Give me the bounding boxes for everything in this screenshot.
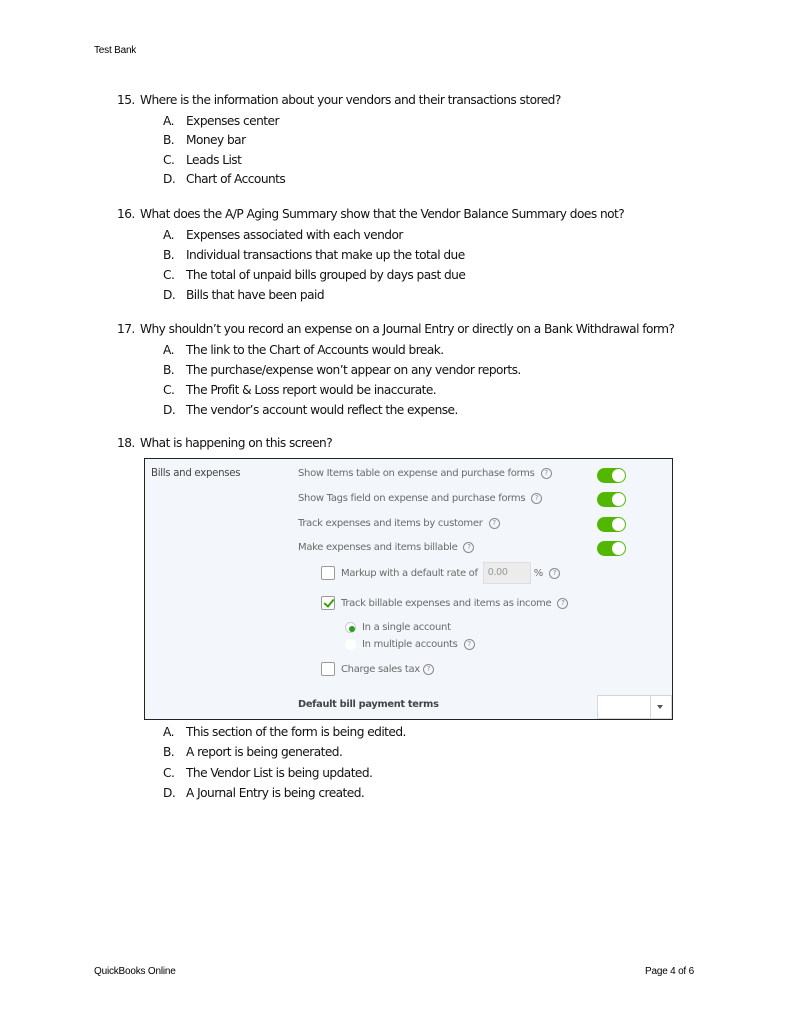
toggle-track-by-customer[interactable] [597, 517, 626, 532]
option [163, 363, 521, 377]
option-text: A Journal Entry is being created. [186, 786, 365, 800]
option-letter: B. [163, 133, 175, 147]
sales-tax-label: Charge sales tax [341, 663, 420, 675]
setting-label: Show Tags field on expense and purchase forms [298, 493, 526, 504]
option [163, 153, 241, 167]
help-icon[interactable]: ? [489, 518, 500, 529]
option-text: The vendor’s account would reflect the expense. [186, 403, 458, 417]
question-number: 16. [117, 207, 135, 221]
payment-terms-label: Default bill payment terms [298, 699, 439, 710]
help-icon[interactable]: ? [541, 468, 552, 479]
help-icon[interactable]: ? [463, 542, 474, 553]
toggle-billable[interactable] [597, 541, 626, 556]
track-income-label: Track billable expenses and items as income [341, 597, 552, 609]
radio-single-account[interactable] [345, 622, 451, 633]
option-letter: D. [163, 786, 176, 800]
option [163, 403, 458, 417]
option-text: The link to the Chart of Accounts would break. [186, 343, 444, 357]
track-income-checkbox[interactable] [321, 596, 335, 610]
setting-label: Show Items table on expense and purchase forms [298, 468, 535, 479]
option-letter: A. [163, 725, 174, 739]
help-icon[interactable]: ? [531, 493, 542, 504]
option-letter: A. [163, 114, 174, 128]
toggle-tags-field[interactable] [597, 492, 626, 507]
question-text: What is happening on this screen? [140, 436, 333, 450]
toggle-knob [612, 542, 625, 555]
markup-checkbox[interactable] [321, 566, 335, 580]
radio-label: In a single account [362, 622, 451, 633]
question-number: 17. [117, 322, 135, 336]
option [163, 725, 406, 739]
page-header: Test Bank [94, 45, 137, 56]
option-text: Money bar [186, 133, 246, 147]
help-icon[interactable]: ? [464, 639, 475, 650]
toggle-knob [612, 518, 625, 531]
dropdown-divider [650, 696, 651, 718]
question-15 [117, 93, 561, 107]
help-icon[interactable]: ? [557, 598, 568, 609]
option-text: Bills that have been paid [186, 288, 325, 302]
option [163, 786, 364, 800]
toggle-knob [612, 493, 625, 506]
option-text: Chart of Accounts [186, 172, 286, 186]
option [163, 248, 465, 262]
option [163, 172, 285, 186]
radio-unselected-icon[interactable] [345, 639, 356, 650]
option-text: Leads List [186, 153, 242, 167]
question-17 [117, 322, 674, 336]
option [163, 288, 324, 302]
radio-multiple-accounts[interactable] [345, 639, 475, 650]
percent-sign: % [533, 567, 543, 579]
page-number: Page 4 of 6 [645, 966, 694, 977]
setting-label: Make expenses and items billable [298, 542, 458, 553]
option [163, 745, 342, 759]
setting-items-table [298, 468, 552, 479]
payment-terms-dropdown[interactable] [597, 695, 672, 719]
option [163, 343, 444, 357]
option-letter: D. [163, 403, 176, 417]
bills-expenses-screenshot [144, 458, 673, 720]
option-letter: B. [163, 363, 175, 377]
option [163, 114, 279, 128]
footer-title: QuickBooks Online [94, 966, 176, 977]
option [163, 268, 465, 282]
question-text: Where is the information about your vendors and their transactions stored? [140, 93, 561, 107]
option-letter: C. [163, 383, 175, 397]
markup-label: Markup with a default rate of [341, 567, 478, 579]
radio-label: In multiple accounts [362, 639, 458, 650]
question-number: 15. [117, 93, 135, 107]
section-title: Bills and expenses [151, 468, 241, 479]
option-text: Individual transactions that make up the total due [186, 248, 465, 262]
option-letter: D. [163, 172, 176, 186]
option [163, 766, 372, 780]
chevron-down-icon[interactable] [657, 705, 663, 709]
question-18 [117, 436, 332, 450]
setting-billable [298, 542, 474, 553]
option-letter: C. [163, 268, 175, 282]
question-16 [117, 207, 624, 221]
option-letter: B. [163, 745, 175, 759]
question-number: 18. [117, 436, 135, 450]
option-text: The Vendor List is being updated. [186, 766, 373, 780]
setting-label: Track expenses and items by customer [298, 518, 483, 529]
option-letter: C. [163, 153, 175, 167]
option-text: The purchase/expense won’t appear on any vendor reports. [186, 363, 521, 377]
sales-tax-checkbox[interactable] [321, 662, 335, 676]
question-text: Why shouldn’t you record an expense on a Journal Entry or directly on a Bank Withdrawal form? [140, 322, 675, 336]
option-letter: C. [163, 766, 175, 780]
option-letter: A. [163, 228, 174, 242]
option-letter: A. [163, 343, 174, 357]
option-text: The Profit & Loss report would be inaccurate. [186, 383, 437, 397]
option-text: The total of unpaid bills grouped by days past due [186, 268, 466, 282]
option-letter: B. [163, 248, 175, 262]
option-text: A report is being generated. [186, 745, 343, 759]
track-income-row [321, 596, 568, 610]
option-text: Expenses associated with each vendor [186, 228, 403, 242]
markup-row [321, 562, 560, 584]
help-icon[interactable]: ? [549, 568, 560, 579]
markup-rate-input[interactable]: 0.00 [483, 562, 531, 584]
option [163, 383, 436, 397]
sales-tax-row [321, 662, 434, 676]
question-text: What does the A/P Aging Summary show that the Vendor Balance Summary does not? [140, 207, 625, 221]
option-letter: D. [163, 288, 176, 302]
radio-selected-icon[interactable] [345, 622, 356, 633]
help-icon[interactable]: ? [423, 664, 434, 675]
option [163, 228, 403, 242]
option-text: Expenses center [186, 114, 279, 128]
toggle-items-table[interactable] [597, 468, 626, 483]
option [163, 133, 246, 147]
toggle-knob [612, 469, 625, 482]
setting-track-by-customer [298, 518, 500, 529]
setting-tags-field [298, 493, 542, 504]
option-text: This section of the form is being edited. [186, 725, 406, 739]
